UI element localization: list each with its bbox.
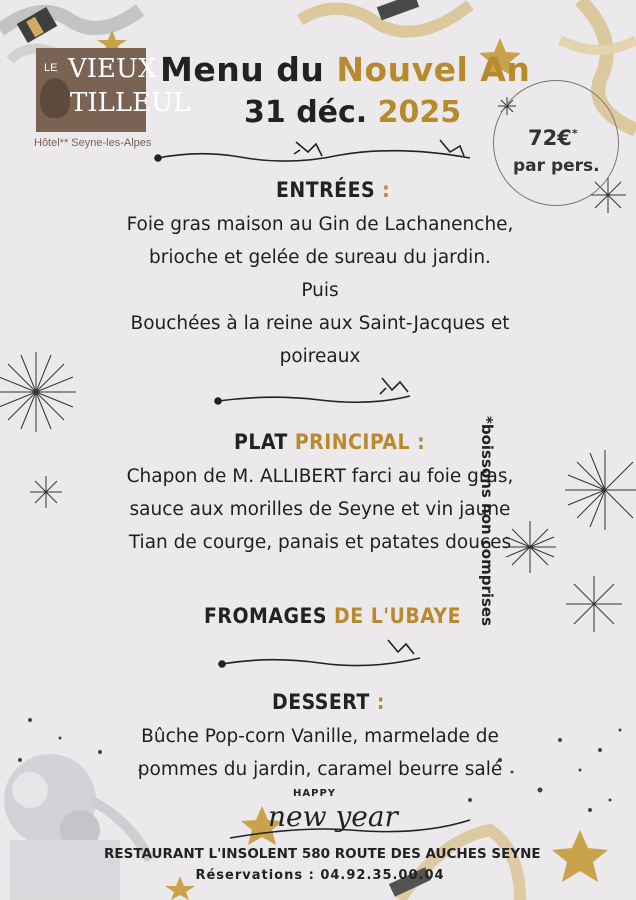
menu-line: Tian de courge, panais et patates douces bbox=[128, 532, 512, 553]
drinks-note: *boissons non comprises bbox=[478, 416, 496, 627]
price-asterisk: * bbox=[571, 127, 578, 140]
date-part1: 31 déc. bbox=[244, 95, 378, 130]
menu-line: Foie gras maison au Gin de Lachanenche, bbox=[126, 214, 514, 235]
heading-plat-part1: PLAT bbox=[234, 430, 295, 454]
heading-dessert-part2: : bbox=[369, 690, 385, 714]
price-amount bbox=[528, 126, 578, 150]
section-heading-dessert bbox=[272, 690, 385, 714]
new-year-text: new year bbox=[268, 800, 398, 833]
menu-line: Bouchées à la reine aux Saint-Jacques et bbox=[130, 313, 510, 334]
menu-line: Chapon de M. ALLIBERT farci au foie gras, bbox=[126, 466, 514, 487]
divider-flourish-fromages-icon bbox=[219, 640, 420, 667]
section-heading-entrees bbox=[276, 178, 390, 202]
menu-line: brioche et gelée de sureau du jardin. bbox=[149, 247, 491, 268]
menu-line: sauce aux morilles de Seyne et vin jaune bbox=[129, 499, 511, 520]
section-heading-fromages bbox=[204, 604, 461, 628]
logo-le: LE bbox=[44, 62, 58, 74]
title-part2: Nouvel An bbox=[336, 50, 531, 89]
restaurant-address: RESTAURANT L'INSOLENT 580 ROUTE DES AUCHES SEYNE bbox=[104, 846, 541, 862]
menu-line: poireaux bbox=[279, 346, 361, 367]
heading-plat-part2: PRINCIPAL : bbox=[294, 430, 426, 454]
logo-line2: TILLEUL bbox=[70, 88, 191, 118]
ribbon-bottom-icon bbox=[389, 830, 520, 900]
happy-text: HAPPY bbox=[293, 788, 337, 799]
title-part1: Menu du bbox=[160, 50, 337, 89]
section-heading-plat bbox=[234, 430, 425, 454]
menu-date bbox=[244, 95, 461, 130]
tree-icon bbox=[40, 78, 70, 118]
price-value: 72€ bbox=[528, 126, 572, 150]
reservation-phone: Réservations : 04.92.35.00.04 bbox=[195, 868, 445, 883]
heading-fromages-part1: FROMAGES bbox=[204, 604, 335, 628]
ribbon-top-gold-icon bbox=[300, 0, 470, 32]
heading-fromages-part2: DE L'UBAYE bbox=[334, 604, 461, 628]
logo-subtitle: Hôtel** Seyne-les-Alpes bbox=[34, 137, 152, 149]
heading-entrees-part2: : bbox=[375, 178, 391, 202]
gold-star-bottom-right-icon bbox=[552, 830, 608, 882]
menu-title bbox=[160, 50, 530, 89]
hotel-logo bbox=[36, 48, 191, 132]
menu-line: Bûche Pop-corn Vanille, marmelade de bbox=[141, 726, 499, 747]
date-part2: 2025 bbox=[377, 95, 462, 130]
menu-line: pommes du jardin, caramel beurre salé bbox=[137, 759, 503, 780]
menu-line: Puis bbox=[301, 280, 339, 301]
heading-dessert-part1: DESSERT bbox=[272, 690, 370, 714]
logo-line1: VIEUX bbox=[68, 54, 157, 84]
heading-entrees-part1: ENTRÉES bbox=[276, 178, 376, 202]
price-unit: par pers. bbox=[513, 156, 600, 176]
divider-flourish-entrees-icon bbox=[215, 378, 410, 404]
divider-flourish-icon bbox=[155, 140, 470, 161]
